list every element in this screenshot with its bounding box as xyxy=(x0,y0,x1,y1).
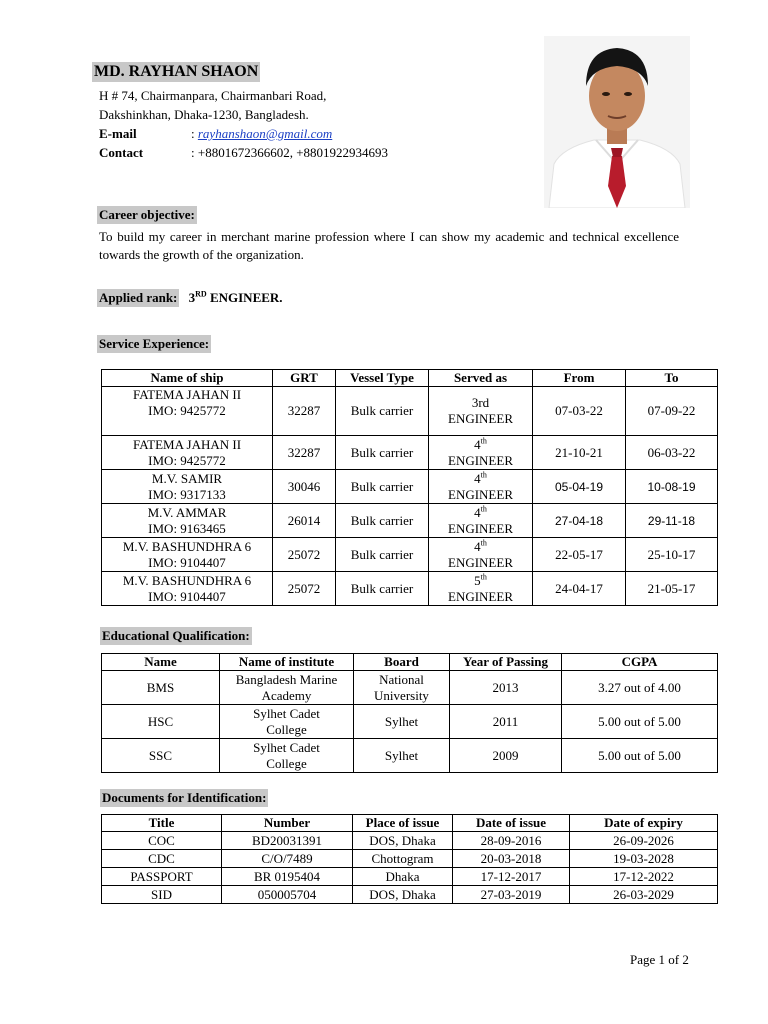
rank-number: 3 xyxy=(188,290,196,305)
table-row xyxy=(102,387,718,436)
applied-rank-row xyxy=(97,289,283,307)
degree-cell: HSC xyxy=(102,705,220,739)
col-number: Number xyxy=(222,815,353,832)
col-board: Board xyxy=(354,654,450,671)
from-cell: 27-04-18 xyxy=(533,504,626,538)
col-grt: GRT xyxy=(273,370,336,387)
table-row xyxy=(102,504,718,538)
doc-number-cell: BR 0195404 xyxy=(222,868,353,886)
ship-cell: M.V. BASHUNDHRA 6 IMO: 9104407 xyxy=(102,538,273,572)
career-objective-text: To build my career in merchant marine profession where I can show my academic and technical excellence towards the growth of the organization. xyxy=(99,229,679,262)
address-line-1: H # 74, Chairmanpara, Chairmanbari Road, xyxy=(99,88,327,103)
service-header-row xyxy=(102,370,718,387)
col-from: From xyxy=(533,370,626,387)
doc-title-cell: CDC xyxy=(102,850,222,868)
cgpa-cell: 3.27 out of 4.00 xyxy=(562,671,718,705)
institute-cell: Bangladesh Marine Academy xyxy=(220,671,354,705)
table-row xyxy=(102,470,718,504)
served-as-cell: 4th ENGINEER xyxy=(429,436,533,470)
board-cell: Sylhet xyxy=(354,705,450,739)
doc-place-cell: DOS, Dhaka xyxy=(353,832,453,850)
service-table xyxy=(101,369,718,606)
applied-rank-value xyxy=(189,290,283,305)
table-row xyxy=(102,886,718,904)
portrait-image xyxy=(544,36,690,208)
col-to: To xyxy=(626,370,718,387)
doc-expiry-cell: 26-03-2029 xyxy=(570,886,718,904)
ship-cell: FATEMA JAHAN II IMO: 9425772 xyxy=(102,387,273,436)
contact-label: Contact xyxy=(99,145,144,160)
institute-cell: Sylhet Cadet College xyxy=(220,705,354,739)
doc-expiry-cell: 17-12-2022 xyxy=(570,868,718,886)
vessel-type-cell: Bulk carrier xyxy=(336,572,429,606)
table-row xyxy=(102,705,718,739)
degree-cell: BMS xyxy=(102,671,220,705)
grt-cell: 32287 xyxy=(273,387,336,436)
table-row xyxy=(102,832,718,850)
doc-number-cell: 050005704 xyxy=(222,886,353,904)
email-separator: : xyxy=(191,126,195,141)
table-row xyxy=(102,436,718,470)
doc-title-cell: COC xyxy=(102,832,222,850)
grt-cell: 32287 xyxy=(273,436,336,470)
education-header-row xyxy=(102,654,718,671)
doc-issue-cell: 27-03-2019 xyxy=(453,886,570,904)
to-cell: 07-09-22 xyxy=(626,387,718,436)
from-cell: 22-05-17 xyxy=(533,538,626,572)
col-name: Name xyxy=(102,654,220,671)
table-row xyxy=(102,538,718,572)
institute-cell: Sylhet Cadet College xyxy=(220,739,354,773)
served-as-cell: 4th ENGINEER xyxy=(429,470,533,504)
cgpa-cell: 5.00 out of 5.00 xyxy=(562,739,718,773)
to-cell: 21-05-17 xyxy=(626,572,718,606)
grt-cell: 30046 xyxy=(273,470,336,504)
applied-rank-heading: Applied rank: xyxy=(99,290,178,305)
year-cell: 2009 xyxy=(450,739,562,773)
ship-cell: M.V. BASHUNDHRA 6 IMO: 9104407 xyxy=(102,572,273,606)
col-cgpa: CGPA xyxy=(562,654,718,671)
page-number: Page 1 of 2 xyxy=(630,952,689,967)
documents-heading: Documents for Identification: xyxy=(102,790,267,805)
table-row xyxy=(102,868,718,886)
cgpa-cell: 5.00 out of 5.00 xyxy=(562,705,718,739)
from-cell: 24-04-17 xyxy=(533,572,626,606)
documents-header-row xyxy=(102,815,718,832)
doc-place-cell: Chottogram xyxy=(353,850,453,868)
col-date-of-issue: Date of issue xyxy=(453,815,570,832)
table-row xyxy=(102,572,718,606)
to-cell: 29-11-18 xyxy=(626,504,718,538)
doc-number-cell: C/O/7489 xyxy=(222,850,353,868)
table-row xyxy=(102,850,718,868)
from-cell: 07-03-22 xyxy=(533,387,626,436)
board-cell: Sylhet xyxy=(354,739,450,773)
doc-expiry-cell: 26-09-2026 xyxy=(570,832,718,850)
col-date-of-expiry: Date of expiry xyxy=(570,815,718,832)
board-cell: National University xyxy=(354,671,450,705)
table-row xyxy=(102,739,718,773)
year-cell: 2011 xyxy=(450,705,562,739)
col-name-of-ship: Name of ship xyxy=(102,370,273,387)
education-heading: Educational Qualification: xyxy=(102,628,250,643)
grt-cell: 25072 xyxy=(273,572,336,606)
doc-issue-cell: 28-09-2016 xyxy=(453,832,570,850)
email-row xyxy=(191,124,332,143)
address-line-2: Dakshinkhan, Dhaka-1230, Bangladesh. xyxy=(99,107,309,122)
col-institute: Name of institute xyxy=(220,654,354,671)
to-cell: 25-10-17 xyxy=(626,538,718,572)
career-objective-heading: Career objective: xyxy=(99,207,195,222)
ship-cell: FATEMA JAHAN II IMO: 9425772 xyxy=(102,436,273,470)
vessel-type-cell: Bulk carrier xyxy=(336,504,429,538)
ship-cell: M.V. SAMIR IMO: 9317133 xyxy=(102,470,273,504)
to-cell: 10-08-19 xyxy=(626,470,718,504)
doc-title-cell: PASSPORT xyxy=(102,868,222,886)
doc-issue-cell: 20-03-2018 xyxy=(453,850,570,868)
vessel-type-cell: Bulk carrier xyxy=(336,436,429,470)
degree-cell: SSC xyxy=(102,739,220,773)
documents-table xyxy=(101,814,718,904)
col-title: Title xyxy=(102,815,222,832)
from-cell: 21-10-21 xyxy=(533,436,626,470)
doc-place-cell: DOS, Dhaka xyxy=(353,886,453,904)
rank-word: ENGINEER. xyxy=(206,290,283,305)
doc-expiry-cell: 19-03-2028 xyxy=(570,850,718,868)
ship-cell: M.V. AMMAR IMO: 9163465 xyxy=(102,504,273,538)
col-served-as: Served as xyxy=(429,370,533,387)
contact-value: : +8801672366602, +8801922934693 xyxy=(191,145,389,160)
grt-cell: 25072 xyxy=(273,538,336,572)
doc-number-cell: BD20031391 xyxy=(222,832,353,850)
doc-title-cell: SID xyxy=(102,886,222,904)
table-row xyxy=(102,671,718,705)
vessel-type-cell: Bulk carrier xyxy=(336,538,429,572)
email-label: E-mail xyxy=(99,126,137,141)
profile-photo xyxy=(544,36,690,208)
from-cell: 05-04-19 xyxy=(533,470,626,504)
education-table xyxy=(101,653,718,773)
service-experience-heading: Service Experience: xyxy=(99,336,210,351)
email-link[interactable]: rayhanshaon@gmail.com xyxy=(197,126,333,141)
served-as-cell: 3rd ENGINEER xyxy=(429,387,533,436)
col-place-of-issue: Place of issue xyxy=(353,815,453,832)
vessel-type-cell: Bulk carrier xyxy=(336,387,429,436)
grt-cell: 26014 xyxy=(273,504,336,538)
doc-place-cell: Dhaka xyxy=(353,868,453,886)
doc-issue-cell: 17-12-2017 xyxy=(453,868,570,886)
col-year-of-passing: Year of Passing xyxy=(450,654,562,671)
vessel-type-cell: Bulk carrier xyxy=(336,470,429,504)
to-cell: 06-03-22 xyxy=(626,436,718,470)
rank-suffix: RD xyxy=(195,289,207,299)
col-vessel-type: Vessel Type xyxy=(336,370,429,387)
year-cell: 2013 xyxy=(450,671,562,705)
served-as-cell: 4th ENGINEER xyxy=(429,504,533,538)
served-as-cell: 4th ENGINEER xyxy=(429,538,533,572)
served-as-cell: 5th ENGINEER xyxy=(429,572,533,606)
candidate-name: MD. RAYHAN SHAON xyxy=(94,63,259,80)
